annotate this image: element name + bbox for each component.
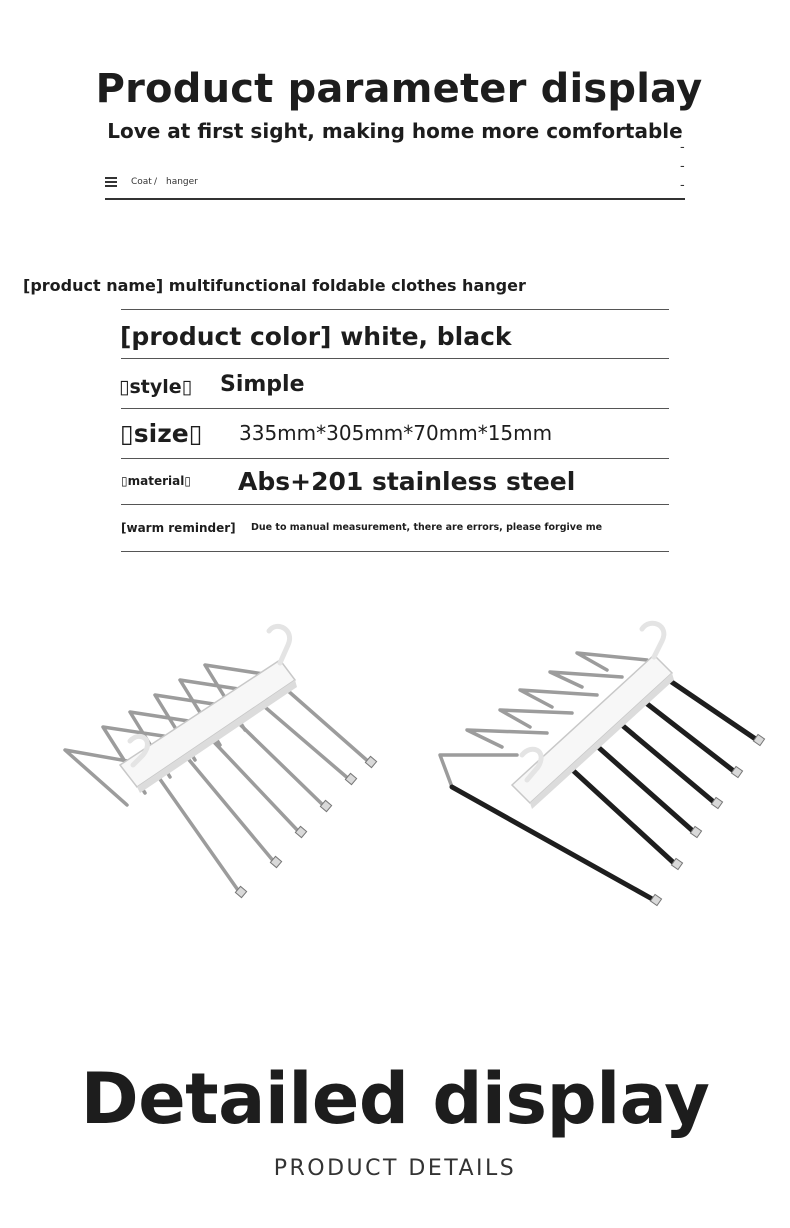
black-hanger-image bbox=[432, 615, 772, 915]
material-value: Abs+201 stainless steel bbox=[238, 467, 576, 496]
divider bbox=[121, 408, 669, 409]
style-value: Simple bbox=[220, 372, 305, 397]
breadcrumb-separator: / bbox=[154, 177, 158, 187]
page-subtitle: Love at first sight, making home more comfortable bbox=[107, 119, 683, 143]
menu-icon[interactable] bbox=[105, 177, 117, 187]
style-label: ▯style▯ bbox=[119, 376, 193, 398]
divider bbox=[121, 458, 669, 459]
page-title: Product parameter display bbox=[95, 66, 703, 112]
breadcrumb bbox=[105, 172, 685, 200]
decorative-dashes: - - - bbox=[680, 140, 685, 193]
divider bbox=[121, 551, 669, 552]
detailed-display-title: Detailed display bbox=[80, 1058, 710, 1140]
divider bbox=[121, 504, 669, 505]
material-label: ▯material▯ bbox=[121, 474, 191, 488]
divider bbox=[121, 309, 669, 310]
divider bbox=[121, 358, 669, 359]
reminder-value: Due to manual measurement, there are errors, please forgive me bbox=[251, 522, 603, 533]
silver-hanger-image bbox=[55, 615, 385, 915]
product-details-subtitle: PRODUCT DETAILS bbox=[273, 1156, 517, 1181]
product-name: [product name] multifunctional foldable clothes hanger bbox=[23, 276, 526, 295]
reminder-label: [warm reminder] bbox=[121, 521, 236, 535]
size-value: 335mm*305mm*70mm*15mm bbox=[239, 421, 553, 445]
breadcrumb-item-coat[interactable]: Coat bbox=[131, 177, 152, 187]
breadcrumb-item-hanger[interactable]: hanger bbox=[166, 177, 198, 187]
product-color: [product color] white, black bbox=[120, 322, 512, 351]
size-label: ▯size▯ bbox=[120, 419, 203, 448]
